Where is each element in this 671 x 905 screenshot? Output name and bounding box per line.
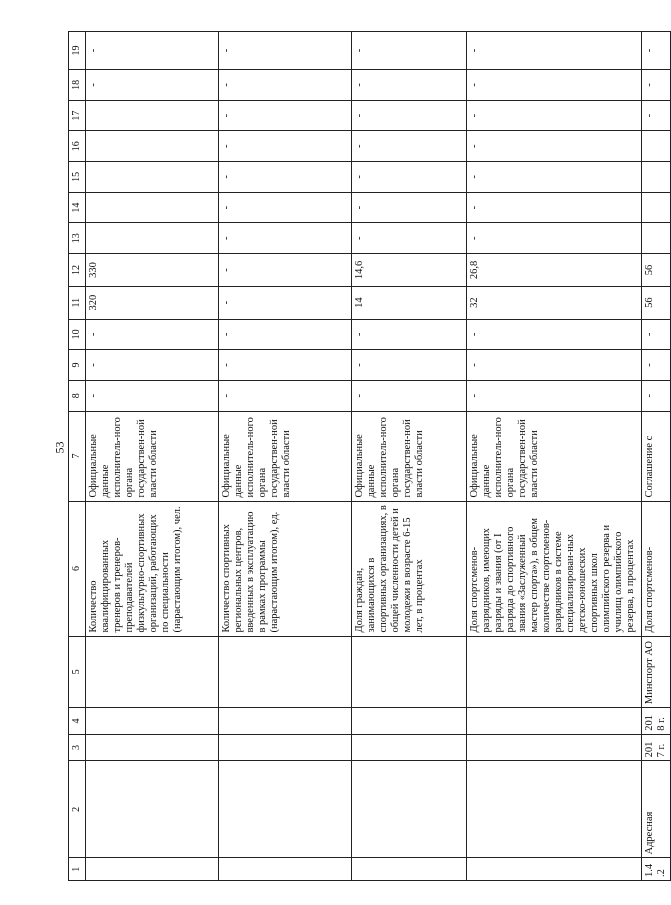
cell-col-17: - (642, 100, 671, 131)
cell-col-2: Адресная (642, 761, 671, 858)
column-header-5: 5 (69, 636, 86, 708)
cell-col-3: 2017 г. (642, 734, 671, 761)
cell-col-9: - (352, 350, 467, 381)
cell-col-2 (352, 761, 467, 858)
cell-col-8: - (86, 380, 219, 411)
cell-col-3 (219, 734, 352, 761)
cell-col-12: 56 (642, 254, 671, 287)
cell-col-18: - (467, 70, 642, 101)
cell-col-18: - (86, 70, 219, 101)
cell-col-11: - (219, 286, 352, 319)
column-header-19: 19 (69, 32, 86, 70)
rotated-table-container (68, 31, 667, 881)
column-header-2: 2 (69, 761, 86, 858)
cell-col-9: - (467, 350, 642, 381)
cell-col-8: - (642, 380, 671, 411)
cell-col-1 (467, 858, 642, 881)
cell-col-18: - (219, 70, 352, 101)
column-header-1: 1 (69, 858, 86, 881)
cell-col-11: 32 (467, 286, 642, 319)
column-header-12: 12 (69, 254, 86, 287)
cell-col-18: - (642, 70, 671, 101)
cell-col-10: - (467, 319, 642, 350)
cell-col-11: 14 (352, 286, 467, 319)
cell-col-4 (352, 708, 467, 735)
column-header-16: 16 (69, 131, 86, 162)
cell-col-12: 26,8 (467, 254, 642, 287)
cell-col-12: - (219, 254, 352, 287)
column-header-10: 10 (69, 319, 86, 350)
cell-col-8: - (352, 380, 467, 411)
cell-col-5 (467, 636, 642, 708)
cell-col-16 (86, 131, 219, 162)
cell-col-15 (642, 162, 671, 193)
cell-col-13: - (219, 223, 352, 254)
column-header-17: 17 (69, 100, 86, 131)
cell-col-6: Доля спортсменов- (642, 501, 671, 636)
cell-col-7: Официальные данные исполнитель-ного органа государствен-ной власти области (219, 411, 352, 501)
cell-col-2 (86, 761, 219, 858)
cell-col-6: Количество квалифицированных тренеров и тренеров-преподавателей физкультурно-спортивных организаций, работающих по специальности (нарастающим итогом), чел. (86, 501, 219, 636)
column-header-8: 8 (69, 380, 86, 411)
cell-col-13 (642, 223, 671, 254)
cell-col-13: - (352, 223, 467, 254)
column-header-13: 13 (69, 223, 86, 254)
table-row (352, 32, 467, 881)
cell-col-10: - (642, 319, 671, 350)
column-header-7: 7 (69, 411, 86, 501)
cell-col-15: - (352, 162, 467, 193)
cell-col-4 (86, 708, 219, 735)
cell-col-14 (642, 192, 671, 223)
cell-col-12: 14,6 (352, 254, 467, 287)
column-header-18: 18 (69, 70, 86, 101)
cell-col-4: 2018 г. (642, 708, 671, 735)
cell-col-8: - (219, 380, 352, 411)
cell-col-17: - (352, 100, 467, 131)
cell-col-7: Официальные данные исполнитель-ного органа государствен-ной власти области (86, 411, 219, 501)
cell-col-9: - (642, 350, 671, 381)
cell-col-13: - (467, 223, 642, 254)
table-row (219, 32, 352, 881)
cell-col-6: Доля спортсменов-разрядников, имеющих разряды и звания (от I разряда до спортивного звания «Заслуженный мастер спорта»), в общем количестве спортсменов-разрядников в системе специализирован-ных детско-юношеских спортивных школ олимпийского резерва и училищ олимпийского резерва, в процентах (467, 501, 642, 636)
cell-col-16: - (467, 131, 642, 162)
cell-col-1 (352, 858, 467, 881)
cell-col-15: - (219, 162, 352, 193)
cell-col-5 (86, 636, 219, 708)
table-row (467, 32, 642, 881)
column-header-14: 14 (69, 192, 86, 223)
cell-col-9: - (86, 350, 219, 381)
cell-col-16 (642, 131, 671, 162)
cell-col-6: Количество спортивных региональных центров, введенных в эксплуатацию в рамках программы (нарастающим итогом), ед. (219, 501, 352, 636)
cell-col-5: Минспорт АО (642, 636, 671, 708)
cell-col-17 (86, 100, 219, 131)
cell-col-11: 56 (642, 286, 671, 319)
column-header-3: 3 (69, 734, 86, 761)
cell-col-1 (86, 858, 219, 881)
column-header-9: 9 (69, 350, 86, 381)
cell-col-19: - (86, 32, 219, 70)
cell-col-14: - (467, 192, 642, 223)
column-header-15: 15 (69, 162, 86, 193)
cell-col-17: - (219, 100, 352, 131)
cell-col-16: - (352, 131, 467, 162)
cell-col-14 (86, 192, 219, 223)
cell-col-3 (467, 734, 642, 761)
cell-col-10: - (352, 319, 467, 350)
cell-col-3 (352, 734, 467, 761)
data-table (68, 31, 671, 881)
cell-col-19: - (352, 32, 467, 70)
cell-col-18: - (352, 70, 467, 101)
header-row (69, 32, 86, 881)
cell-col-2 (467, 761, 642, 858)
cell-col-10: - (86, 319, 219, 350)
cell-col-3 (86, 734, 219, 761)
table-row (86, 32, 219, 881)
cell-col-7: Официальные данные исполнитель-ного органа государствен-ной власти области (352, 411, 467, 501)
cell-col-4 (467, 708, 642, 735)
cell-col-7: Официальные данные исполнитель-ного органа государствен-ной власти области (467, 411, 642, 501)
cell-col-2 (219, 761, 352, 858)
cell-col-9: - (219, 350, 352, 381)
cell-col-8: - (467, 380, 642, 411)
column-header-11: 11 (69, 286, 86, 319)
cell-col-4 (219, 708, 352, 735)
cell-col-14: - (219, 192, 352, 223)
cell-col-16: - (219, 131, 352, 162)
cell-col-13 (86, 223, 219, 254)
cell-col-7: Соглашение с (642, 411, 671, 501)
cell-col-19: - (219, 32, 352, 70)
cell-col-11: 320 (86, 286, 219, 319)
cell-col-12: 330 (86, 254, 219, 287)
cell-col-15 (86, 162, 219, 193)
cell-col-1 (219, 858, 352, 881)
cell-col-14: - (352, 192, 467, 223)
table-row (642, 32, 671, 881)
cell-col-17: - (467, 100, 642, 131)
cell-col-19: - (642, 32, 671, 70)
column-header-6: 6 (69, 501, 86, 636)
column-header-4: 4 (69, 708, 86, 735)
cell-col-5 (219, 636, 352, 708)
cell-col-6: Доля граждан, занимающихся в спортивных организациях, в общей численности детей и молодежи в возрасте 6-15 лет, в процентах (352, 501, 467, 636)
cell-col-5 (352, 636, 467, 708)
cell-col-15: - (467, 162, 642, 193)
cell-col-19: - (467, 32, 642, 70)
cell-col-1: 1.4.2 (642, 858, 671, 881)
page-number: 53 (52, 441, 67, 454)
cell-col-10: - (219, 319, 352, 350)
